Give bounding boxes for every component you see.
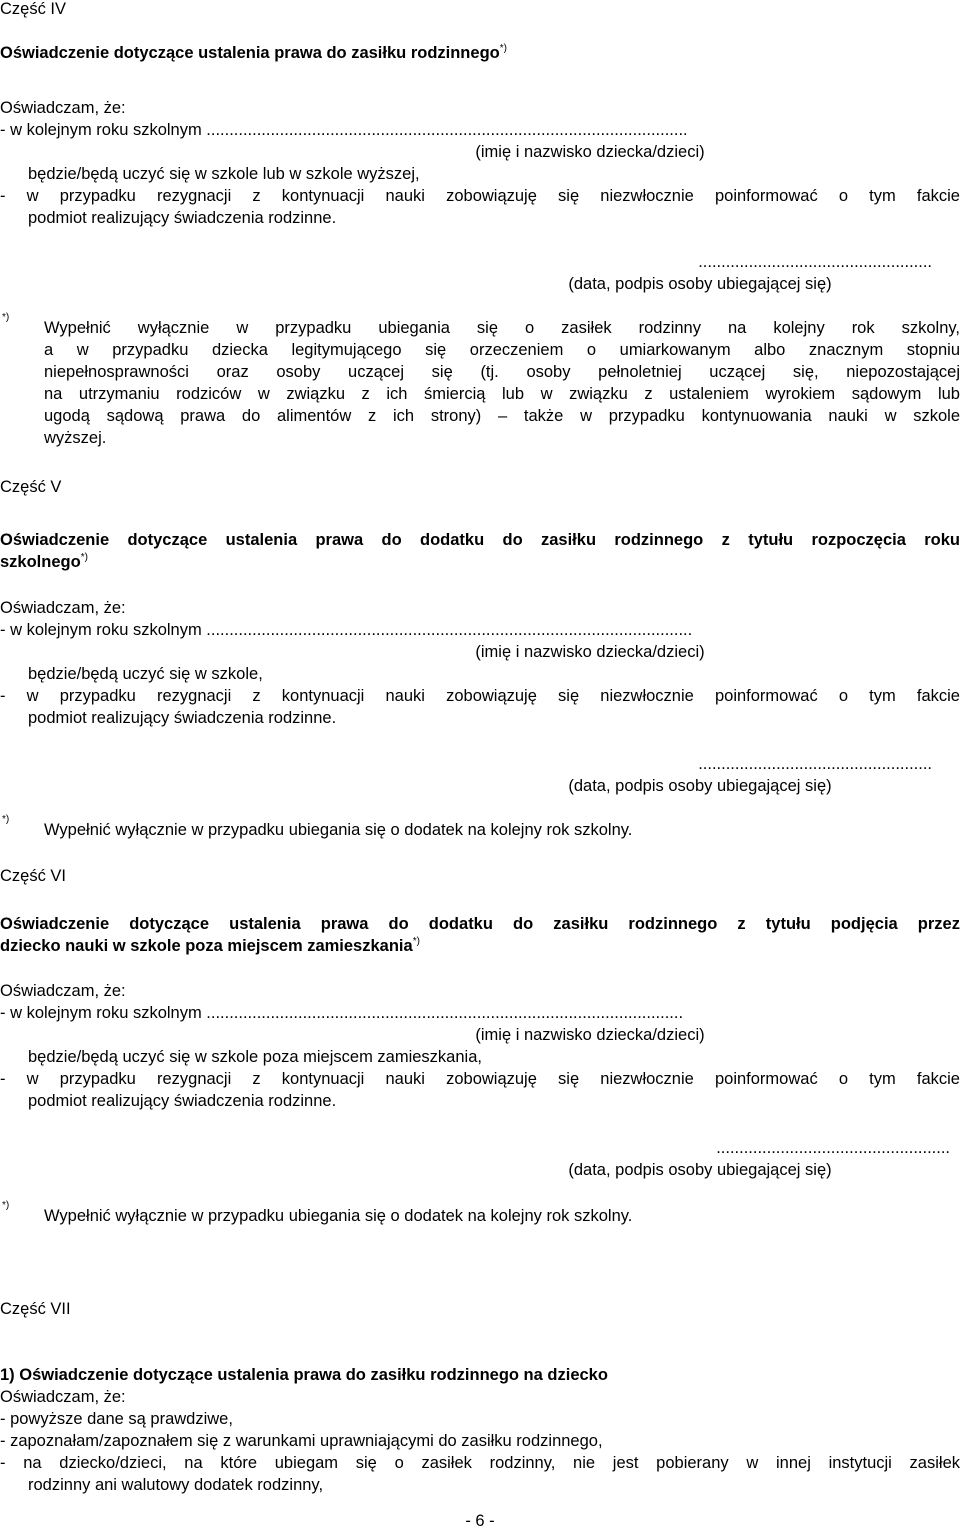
part5-title-line2 <box>0 551 88 573</box>
part6-signature-line: ................................................... <box>716 1139 950 1157</box>
part4-footnote-line: na utrzymaniu rodziców w związku z ich śmiercią lub w związku z ustaleniem wyrokiem sądowym lub <box>44 385 960 403</box>
part4-signature-line: ................................................... <box>698 253 932 271</box>
part7-item-conditions: - zapoznałam/zapoznałem się z warunkami uprawniającymi do zasiłku rodzinnego, <box>0 1432 603 1450</box>
part5-title-footnote-mark: *) <box>80 552 88 563</box>
part6-heading: Część VI <box>0 867 67 885</box>
part5-declare: Oświadczam, że: <box>0 599 126 617</box>
part4-title <box>0 42 507 64</box>
part4-footnote-line: wyższej. <box>44 429 107 447</box>
part4-footnote-line: ugodą sądową prawa do alimentów z ich strony) – także w przypadku kontynuowania nauki w szkole <box>44 407 960 425</box>
part4-footnote-line: niepełnosprawności oraz osoby uczącej się (tj. osoby pełnoletniej uczącej się, niepozostającej <box>44 363 960 381</box>
part6-signature-caption: (data, podpis osoby ubiegającej się) <box>568 1161 832 1179</box>
part5-title-line2-text: szkolnego <box>0 553 81 571</box>
part4-title-footnote-mark: *) <box>499 43 507 54</box>
part5-footnote-mark: *) <box>2 814 10 825</box>
part5-line-entity: podmiot realizujący świadczenia rodzinne. <box>28 709 337 727</box>
part4-signature-caption: (data, podpis osoby ubiegającej się) <box>568 275 832 293</box>
part5-line-learning: będzie/będą uczyć się w szkole, <box>28 665 263 683</box>
part5-signature-line: ................................................... <box>698 755 932 773</box>
part5-line-resignation: - w przypadku rezygnacji z kontynuacji nauki zobowiązuję się niezwłocznie poinformować o tym fakcie <box>0 687 960 705</box>
part7-subtitle: 1) Oświadczenie dotyczące ustalenia prawa do zasiłku rodzinnego na dziecko <box>0 1366 608 1384</box>
part5-footnote: Wypełnić wyłącznie w przypadku ubiegania się o dodatek na kolejny rok szkolny. <box>44 821 633 839</box>
part4-footnote <box>44 317 960 449</box>
part5-heading: Część V <box>0 478 62 496</box>
part5-signature-caption: (data, podpis osoby ubiegającej się) <box>568 777 832 795</box>
part6-line-learning: będzie/będą uczyć się w szkole poza miejscem zamieszkania, <box>28 1048 482 1066</box>
part4-heading: Część IV <box>0 0 67 18</box>
page-number: - 6 - <box>465 1512 495 1530</box>
part6-footnote-mark: *) <box>2 1200 10 1211</box>
part7-declare: Oświadczam, że: <box>0 1388 126 1406</box>
part6-line-school-year: - w kolejnym roku szkolnym ........................................................................................................ <box>0 1004 684 1022</box>
part6-title-line2 <box>0 935 420 957</box>
part4-title-text: Oświadczenie dotyczące ustalenia prawa do zasiłku rodzinnego <box>0 44 500 62</box>
part5-child-caption: (imię i nazwisko dziecka/dzieci) <box>475 643 705 661</box>
part6-footnote: Wypełnić wyłącznie w przypadku ubiegania się o dodatek na kolejny rok szkolny. <box>44 1207 633 1225</box>
part6-title-line1: Oświadczenie dotyczące ustalenia prawa do dodatku do zasiłku rodzinnego z tytułu podjęcia przez <box>0 915 960 933</box>
part5-title-line1: Oświadczenie dotyczące ustalenia prawa do dodatku do zasiłku rodzinnego z tytułu rozpoczęcia roku <box>0 531 960 549</box>
part4-declare: Oświadczam, że: <box>0 99 126 117</box>
part4-line-resignation: - w przypadku rezygnacji z kontynuacji nauki zobowiązuję się niezwłocznie poinformować o tym fakcie <box>0 187 960 205</box>
part6-line-resignation: - w przypadku rezygnacji z kontynuacji nauki zobowiązuję się niezwłocznie poinformować o tym fakcie <box>0 1070 960 1088</box>
part6-declare: Oświadczam, że: <box>0 982 126 1000</box>
part7-heading: Część VII <box>0 1300 71 1318</box>
part6-title-footnote-mark: *) <box>412 936 420 947</box>
part4-child-caption: (imię i nazwisko dziecka/dzieci) <box>475 143 705 161</box>
part7-item-data-true: - powyższe dane są prawdziwe, <box>0 1410 233 1428</box>
part4-footnote-line: Wypełnić wyłącznie w przypadku ubiegania się o zasiłek rodzinny na kolejny rok szkolny, <box>44 319 960 337</box>
part6-line-entity: podmiot realizujący świadczenia rodzinne. <box>28 1092 337 1110</box>
part6-title-line2-text: dziecko nauki w szkole poza miejscem zamieszkania <box>0 937 413 955</box>
part4-line-entity: podmiot realizujący świadczenia rodzinne. <box>28 209 337 227</box>
part5-line-school-year: - w kolejnym roku szkolnym .......................................................................................................... <box>0 621 693 639</box>
part4-line-school-year: - w kolejnym roku szkolnym ......................................................................................................... <box>0 121 688 139</box>
part7-item-not-collected-cont: rodzinny ani walutowy dodatek rodzinny, <box>28 1476 324 1494</box>
part4-footnote-mark: *) <box>2 312 10 323</box>
part7-item-not-collected: - na dziecko/dzieci, na które ubiegam się o zasiłek rodzinny, nie jest pobierany w innej instytucji zasiłek <box>0 1454 960 1472</box>
part4-line-learning: będzie/będą uczyć się w szkole lub w szkole wyższej, <box>28 165 420 183</box>
part4-footnote-line: a w przypadku dziecka legitymującego się orzeczeniem o umiarkowanym albo znacznym stopniu <box>44 341 960 359</box>
part6-child-caption: (imię i nazwisko dziecka/dzieci) <box>475 1026 705 1044</box>
